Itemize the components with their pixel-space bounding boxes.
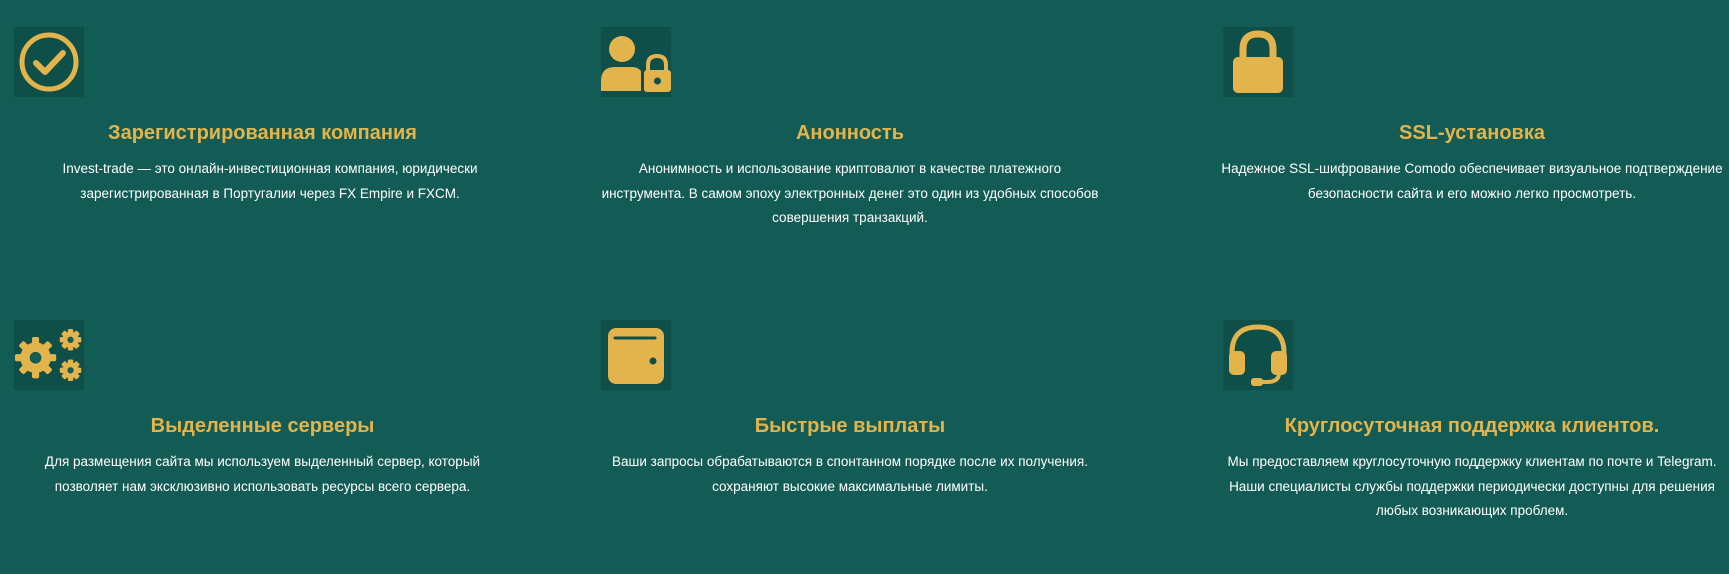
user-lock-icon [601, 27, 671, 97]
feature-title: Зарегистрированная компания [108, 122, 417, 144]
feature-description: Мы предоставляем круглосуточную поддержку клиентам по почте и Telegram. Наши специалисты службы поддержки периодически доступны для решения любых возникающих проблем. [1227, 454, 1717, 518]
feature-title: Анонность [795, 122, 905, 144]
check-circle-icon [14, 27, 84, 97]
headset-icon [1223, 320, 1293, 390]
wallet-icon [601, 320, 671, 390]
feature-ssl [1215, 0, 1729, 280]
feature-description: Invest-trade — это онлайн-инвестиционная компания, юридически зарегистрированная в Португалии через FX Empire и FXCM. [62, 161, 478, 201]
lock-icon [1223, 27, 1293, 97]
feature-description: Надежное SSL-шифрование Comodo обеспечивает визуальное подтверждение безопасности сайта и его можно легко просмотреть. [1221, 161, 1723, 201]
feature-description: Анонимность и использование криптовалют в качестве платежного инструмента. В самом эпоху электронных денег это один из удобных способов совершения транзакций. [601, 161, 1099, 225]
feature-title: Круглосуточная поддержка клиентов. [1284, 415, 1660, 437]
feature-description: Для размещения сайта мы используем выделенный сервер, который позволяет нам эксклюзивно использовать ресурсы всего сервера. [44, 454, 481, 494]
feature-title: Выделенные серверы [150, 415, 375, 437]
feature-registered-company [0, 0, 525, 280]
gears-icon [14, 320, 84, 390]
feature-fast-payouts [600, 293, 1100, 574]
feature-title: SSL-установка [1399, 122, 1545, 144]
feature-description: Ваши запросы обрабатываются в спонтанном порядке после их получения. сохраняют высокие максимальные лимиты. [612, 454, 1088, 494]
feature-anonymity [600, 0, 1100, 280]
feature-title: Быстрые выплаты [754, 415, 946, 437]
feature-dedicated-servers [0, 293, 525, 574]
feature-support [1215, 293, 1729, 574]
